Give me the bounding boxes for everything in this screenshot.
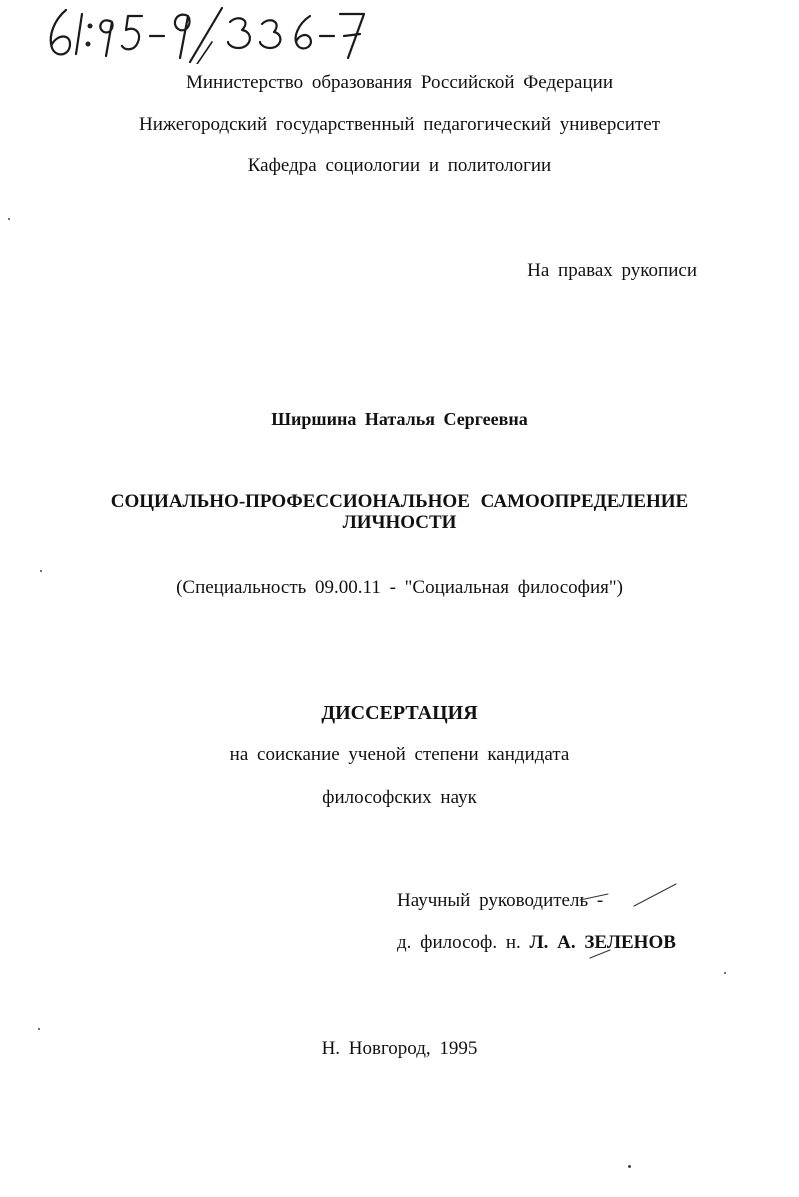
ministry-name: Министерство образования Российской Федерации: [186, 72, 613, 93]
handwritten-archive-number-drawing: [42, 2, 372, 64]
dissertation-title-line2: ЛИЧНОСТИ: [342, 512, 457, 533]
scan-speck: [38, 1028, 40, 1030]
department-name: Кафедра социологии и политологии: [247, 155, 552, 176]
supervisor-name: Л. А. ЗЕЛЕНОВ: [529, 932, 676, 953]
degree-line2: философских наук: [322, 787, 477, 808]
pen-strokes: [560, 880, 680, 970]
rights-note: На правах рукописи: [527, 260, 697, 281]
scan-speck: [628, 1165, 631, 1168]
author-name: Ширшина Наталья Сергеевна: [271, 409, 528, 429]
university-name: Нижегородский государственный педагогический университет: [138, 114, 661, 135]
supervisor-degree: д. философ. н.: [397, 932, 521, 953]
scan-speck: [40, 570, 42, 572]
supervisor-role: Научный руководитель -: [397, 890, 604, 911]
scan-speck: [724, 972, 726, 974]
place-and-year: Н. Новгород, 1995: [321, 1038, 478, 1059]
work-type: ДИССЕРТАЦИЯ: [321, 702, 478, 724]
handwritten-archive-number: [42, 2, 372, 64]
degree-line1: на соискание ученой степени кандидата: [229, 744, 570, 765]
dissertation-title-line1: СОЦИАЛЬНО-ПРОФЕССИОНАЛЬНОЕ САМООПРЕДЕЛЕНИЕ: [110, 491, 689, 512]
specialty: (Специальность 09.00.11 - "Социальная философия"): [176, 577, 623, 598]
scan-speck: [8, 218, 10, 220]
